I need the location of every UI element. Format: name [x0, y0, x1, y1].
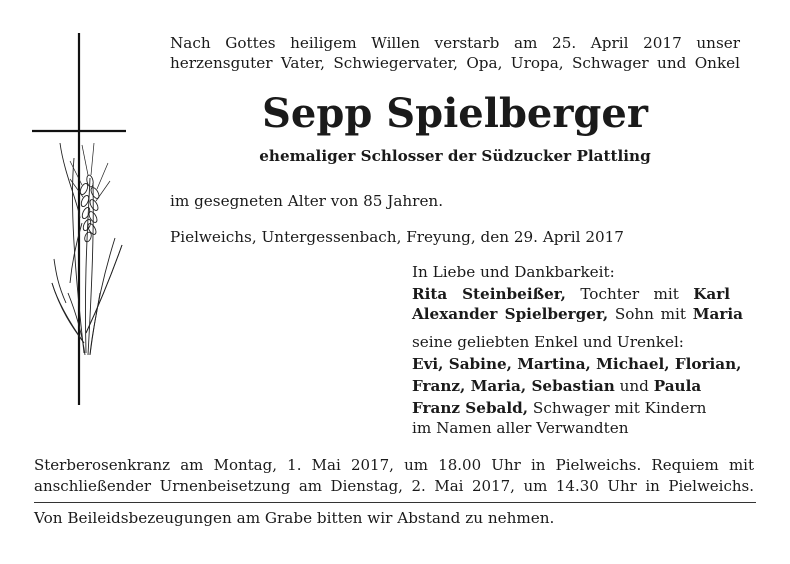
divider: [34, 502, 756, 503]
closing-line: Von Beileidsbezeugungen am Grabe bitten wir Abstand zu nehmen.: [34, 509, 555, 527]
grandchildren-intro: seine geliebten Enkel und Urenkel:: [412, 333, 684, 351]
funeral-line-2: anschließender Urnenbeisetzung am Dienstag, 2. Mai 2017, um 14.30 Uhr in Pielweichs.: [34, 477, 754, 495]
mourner-line-2: [412, 304, 743, 324]
grandchildren-name-paula: Paula: [653, 377, 702, 395]
place-date-line: Pielweichs, Untergessenbach, Freyung, den 29. April 2017: [170, 228, 624, 246]
grandchildren-names: Franz, Maria, Sebastian: [412, 377, 615, 395]
mourner-name-karl: Karl: [693, 285, 731, 303]
deceased-name: Sepp Spielberger: [262, 90, 648, 137]
deceased-occupation: ehemaliger Schlosser der Südzucker Plattling: [259, 147, 651, 165]
mourners-intro: In Liebe und Dankbarkeit:: [412, 263, 615, 281]
mourner-line-sebald: [412, 398, 706, 418]
mourner-name-rita: Rita Steinbeißer,: [412, 285, 566, 303]
grandchildren-line-1: [412, 354, 741, 374]
mourner-relation: Schwager mit Kindern: [528, 399, 707, 417]
relatives-line: im Namen aller Verwandten: [412, 419, 629, 437]
mourner-name-maria: Maria: [692, 305, 743, 323]
mourner-relation: Sohn mit: [608, 305, 693, 323]
mourner-line-1: [412, 284, 730, 304]
grandchildren-names: Evi, Sabine, Martina, Michael, Florian,: [412, 355, 742, 373]
grandchildren-conjunction: und: [614, 377, 654, 395]
age-line: im gesegneten Alter von 85 Jahren.: [170, 192, 444, 210]
mourner-name-alexander: Alexander Spielberger,: [412, 305, 609, 323]
mourner-name-sebald: Franz Sebald,: [412, 399, 529, 417]
grandchildren-line-2: [412, 376, 701, 396]
mourner-relation: Tochter mit: [565, 285, 694, 303]
funeral-line-1: Sterberosenkranz am Montag, 1. Mai 2017, um 18.00 Uhr in Pielweichs. Requiem mit: [34, 456, 754, 474]
cross-with-wheat-icon: [30, 33, 130, 417]
intro-line-2: herzensguter Vater, Schwiegervater, Opa, Uropa, Schwager und Onkel: [170, 54, 740, 72]
intro-line-1: Nach Gottes heiligem Willen verstarb am 25. April 2017 unser: [170, 34, 740, 52]
